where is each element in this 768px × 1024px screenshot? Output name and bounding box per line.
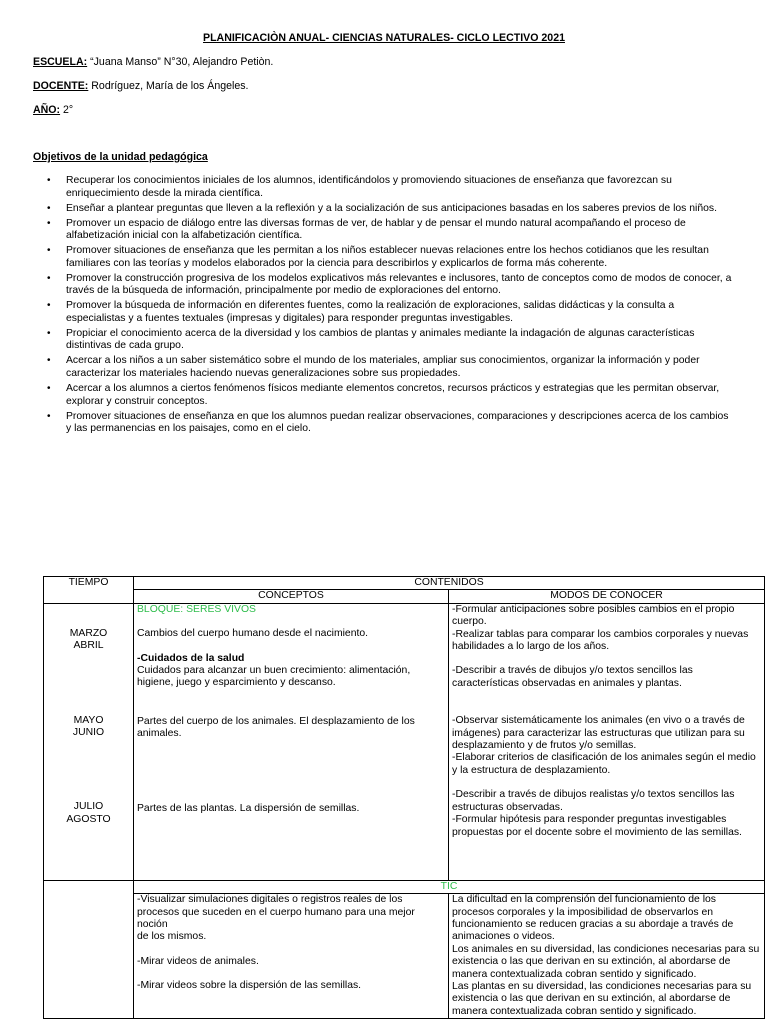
objective-text: Acercar a los niños a un saber sistemático sobre el mundo de los materiales, ampliar sus conocimientos, organizar la información y poder caracterizar los materiales haciendo nuevas generalizaciones sobre sus propiedades.: [66, 355, 700, 380]
concept-item: Partes de las plantas. La dispersión de semillas.: [137, 802, 360, 814]
objective-item: [33, 328, 733, 353]
objectives-heading: Objetivos de la unidad pedagógica: [33, 151, 208, 163]
tic-activity: -Mirar videos sobre la dispersión de las semillas.: [137, 980, 362, 992]
bullet-icon: •: [47, 217, 51, 229]
document-title: PLANIFICACIÒN ANUAL- CIENCIAS NATURALES- CICLO LECTIVO 2021: [203, 32, 565, 44]
objective-text: Promover un espacio de diálogo entre las diversas formas de ver, de hablar y de pensar el mundo natural acompañando el proceso de alfabetización inicial con la alfabetización científica.: [66, 217, 686, 242]
objective-item: [33, 218, 733, 243]
month-marzo: MARZO: [69, 627, 108, 639]
bullet-icon: •: [47, 327, 51, 339]
tic-rationale: La dificultad en la comprensión del funcionamiento de los procesos corporales y la imposibilidad de observarlos en funcionamiento se reducen gracias a su abordaje a través de animaciones o videos.: [452, 894, 734, 943]
anio-label: AÑO:: [33, 104, 61, 116]
header-tiempo: TIEMPO: [44, 577, 134, 604]
concept-item: Partes del cuerpo de los animales. El desplazamiento de los animales.: [137, 715, 415, 740]
escuela-value: “Juana Manso” N°30, Alejandro Petiòn.: [87, 56, 274, 68]
anio-value: 2°: [60, 104, 74, 116]
bullet-icon: •: [47, 272, 51, 284]
header-conceptos: CONCEPTOS: [134, 590, 449, 603]
bullet-icon: •: [47, 355, 51, 367]
tic-activity-cont: de los mismos.: [137, 931, 207, 943]
bullet-icon: •: [47, 383, 51, 395]
modo-item: -Elaborar criterios de clasificación de los animales según el medio y la estructura de desplazamiento.: [452, 752, 756, 776]
tic-activities-cell: [134, 894, 449, 1019]
objective-item: [33, 411, 733, 436]
modo-item: -Describir a través de dibujos realistas y/o textos sencillos las estructuras observadas.: [452, 789, 735, 813]
tic-rationale: Las plantas en su diversidad, las condiciones necesarias para su existencia o las que derivan en su extinción, al abordarse de manera contextualizada cobran sentido y significado.: [452, 981, 752, 1017]
objective-text: Propiciar el conocimiento acerca de la diversidad y los cambios de plantas y animales mediante la indagación de algunas características distintivas de cada grupo.: [66, 327, 695, 352]
objective-item: [33, 355, 733, 380]
concept-item: Cuidados para alcanzar un buen crecimiento: alimentación, higiene, juego y esparcimiento y descanso.: [137, 665, 411, 689]
objective-text: Recuperar los conocimientos iniciales de los alumnos, identificándolos y promoviendo situaciones de enseñanza que favorezcan su enriquecimiento desde la mirada científica.: [66, 175, 672, 199]
concept-heading: -Cuidados de la salud: [137, 652, 245, 664]
objective-text: Enseñar a plantear preguntas que lleven a la reflexión y a la socialización de sus anticipaciones basadas en los saberes previos de los niños.: [66, 202, 717, 214]
planning-table: [43, 576, 765, 1019]
bullet-icon: •: [47, 245, 51, 257]
concept-item: Cambios del cuerpo humano desde el nacimiento.: [137, 628, 369, 640]
objective-text: Promover situaciones de enseñanza que les permitan a los niños establecer nuevas relaciones entre los hechos cotidianos que les resultan familiares con las teorías y modelos elaborados por la ciencia para describirlos y explicarlos de forma más coherente.: [66, 245, 709, 269]
escuela-label: ESCUELA:: [33, 56, 88, 68]
header-modos: MODOS DE CONOCER: [449, 590, 765, 603]
month-julio: JULIO: [73, 801, 104, 813]
objectives-list: [33, 175, 733, 438]
bullet-icon: •: [47, 202, 51, 214]
modos-cell: [449, 603, 765, 880]
tic-rationale-cell: [449, 894, 765, 1019]
conceptos-cell: [134, 603, 449, 880]
anio-field: [33, 104, 73, 117]
modo-item: -Describir a través de dibujos y/o textos sencillos las características observadas en animales y plantas.: [452, 665, 693, 689]
docente-label: DOCENTE:: [33, 80, 89, 92]
objective-item: [33, 383, 733, 408]
objective-text: Acercar a los alumnos a ciertos fenómenos físicos mediante elementos concretos, recursos prácticos y estrategias que les permitan observar, explorar y construir conceptos.: [66, 383, 720, 407]
objective-item: [33, 273, 733, 298]
tiempo-empty-cell: [44, 880, 134, 1018]
modo-item: -Formular anticipaciones sobre posibles cambios en el propio cuerpo.: [452, 603, 735, 628]
month-abril: ABRIL: [73, 640, 104, 652]
tic-label: TIC: [134, 880, 765, 893]
bullet-icon: •: [47, 300, 51, 312]
modo-item: -Formular hipótesis para responder preguntas investigables propuestas por el docente sobre el movimiento de las semillas.: [452, 814, 742, 838]
month-mayo: MAYO: [73, 714, 104, 726]
objective-item: [33, 175, 733, 200]
bullet-icon: •: [47, 175, 51, 186]
objective-text: Promover la construcción progresiva de los modelos explicativos más relevantes e inclusores, tanto de conceptos como de modos de conocer, a través de la búsqueda de información, principalmente por medio de exploraciones del entorno.: [66, 272, 732, 297]
objective-text: Promover situaciones de enseñanza en que los alumnos puedan realizar observaciones, comparaciones y descripciones acerca de los cambios y las permanencias en los paisajes, como en el cielo.: [66, 410, 729, 435]
objective-item: [33, 300, 733, 325]
objective-item: [33, 203, 733, 216]
modo-item: -Observar sistemáticamente los animales (en vivo o a través de imágenes) para caracterizar las estructuras que utilizan para su desplazamiento y de frutos y/o semillas.: [452, 715, 745, 752]
tiempo-cell: [44, 603, 134, 880]
objective-item: [33, 245, 733, 270]
bullet-icon: •: [47, 410, 51, 422]
tic-rationale: Los animales en su diversidad, las condiciones necesarias para su existencia o las que derivan en su extinción, al abordarse de manera contextualizada cobran sentido y significado.: [452, 943, 760, 980]
docente-value: Rodríguez, María de los Ángeles.: [88, 80, 249, 92]
block-label: BLOQUE: SERES VIVOS: [137, 603, 256, 615]
header-contenidos: CONTENIDOS: [134, 577, 765, 590]
modo-item: -Realizar tablas para comparar los cambios corporales y nuevas habilidades a lo largo de los años.: [452, 628, 749, 653]
month-junio: JUNIO: [72, 727, 105, 739]
objective-text: Promover la búsqueda de información en diferentes fuentes, como la realización de exploraciones, salidas didácticas y la consulta a especialistas y a fuentes textuales (impresas y digitales) para responder preguntas investigables.: [66, 300, 675, 324]
month-agosto: AGOSTO: [66, 813, 111, 825]
tic-activity: -Visualizar simulaciones digitales o registros reales de los procesos que suceden en el cuerpo humano para una mejor noción: [137, 894, 415, 931]
tic-activity: -Mirar videos de animales.: [137, 955, 259, 967]
docente-field: [33, 80, 249, 93]
escuela-field: [33, 56, 273, 69]
